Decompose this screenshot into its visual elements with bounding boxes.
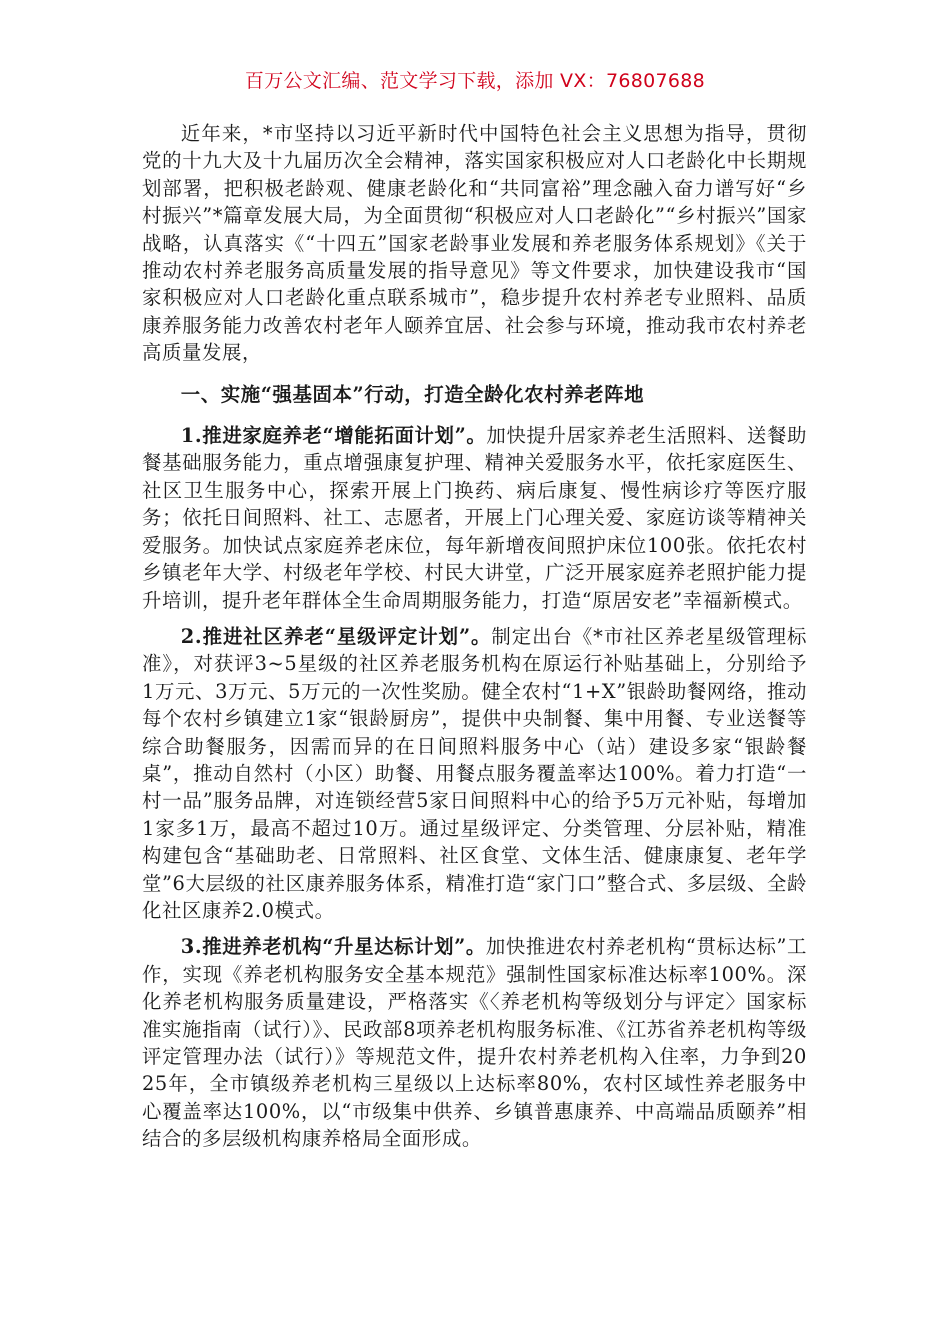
item-body: 加快推进农村养老机构“贯标达标”工作，实现《养老机构服务安全基本规范》强制性国家标准达标率100%。深化养老机构服务质量建设，严格落实《〈养老机构等级划分与评定〉国家标准实施指南（试行）》、民政部8项养老机构服务标准、《江苏省养老机构等级评定管理办法（试行）》等规范文件，提升农村养老机构入住率，力争到2025年，全市镇级养老机构三星级以上达标率80%，农村区域性养老服务中心覆盖率达100%，以“市级集中供养、乡镇普惠康养、中高端品质颐养”相结合的多层级机构康养格局全面形成。 [142,935,808,1151]
item-lead: 2.推进社区养老“星级评定计划”。 [180,624,492,648]
intro-paragraph: 近年来，*市坚持以习近平新时代中国特色社会主义思想为指导，贯彻党的十九大及十九届历次全会精神，落实国家积极应对人口老龄化中长期规划部署，把积极老龄观、健康老龄化和“共同富裕”理念融入奋力谱写好“乡村振兴”*篇章发展大局，为全面贯彻“积极应对人口老龄化”“乡村振兴”国家战略，认真落实《“十四五”国家老龄事业发展和养老服务体系规划》《关于推动农村养老服务高质量发展的指导意见》等文件要求，加快建设我市“国家积极应对人口老龄化重点联系城市”，稳步提升农村养老专业照料、品质康养服务能力改善农村老年人颐养宜居、社会参与环境，推动我市农村养老高质量发展， [142,122,807,365]
item-body: 加快提升居家养老生活照料、送餐助餐基础服务能力，重点增强康复护理、精神关爱服务水平，依托家庭医生、社区卫生服务中心，探索开展上门换药、病后康复、慢性病诊疗等医疗服务；依托日间照料、社工、志愿者，开展上门心理关爱、家庭访谈等精神关爱服务。加快试点家庭养老床位，每年新增夜间照护床位100张。依托农村乡镇老年大学、村级老年学校、村民大讲堂，广泛开展家庭养老照护能力提升培训，提升老年群体全生命周期服务能力，打造“原居安老”幸福新模式。 [142,424,807,612]
item-body: 制定出台《*市社区养老星级管理标准》，对获评3~5星级的社区养老服务机构在原运行补贴基础上，分别给予1万元、3万元、5万元的一次性奖励。健全农村“1+X”银龄助餐网络，推动每个农村乡镇建立1家“银龄厨房”，提供中央制餐、集中用餐、专业送餐等综合助餐服务，因需而异的在日间照料服务中心（站）建设多家“银龄餐桌”，推动自然村（小区）助餐、用餐点服务覆盖率达100%。着力打造“一村一品”服务品牌，对连锁经营5家日间照料中心的给予5万元补贴，每增加1家多1万，最高不超过10万。通过星级评定、分类管理、分层补贴，精准构建包含“基础助老、日常照料、社区食堂、文体生活、健康康复、老年学堂”6大层级的社区康养服务体系，精准打造“家门口”整合式、多层级、全龄化社区康养2.0模式。 [142,624,808,922]
item-lead: 3.推进养老机构“升星达标计划”。 [180,935,486,959]
list-item [142,422,807,614]
document-body [142,120,807,1162]
header-banner: 百万公文汇编、范文学习下载，添加 VX：76807688 [244,70,706,92]
list-item [142,623,807,924]
list-item [142,933,807,1152]
section-heading: 一、实施“强基固本”行动，打造全龄化农村养老阵地 [180,382,645,406]
item-lead: 1.推进家庭养老“增能拓面计划”。 [180,424,487,448]
